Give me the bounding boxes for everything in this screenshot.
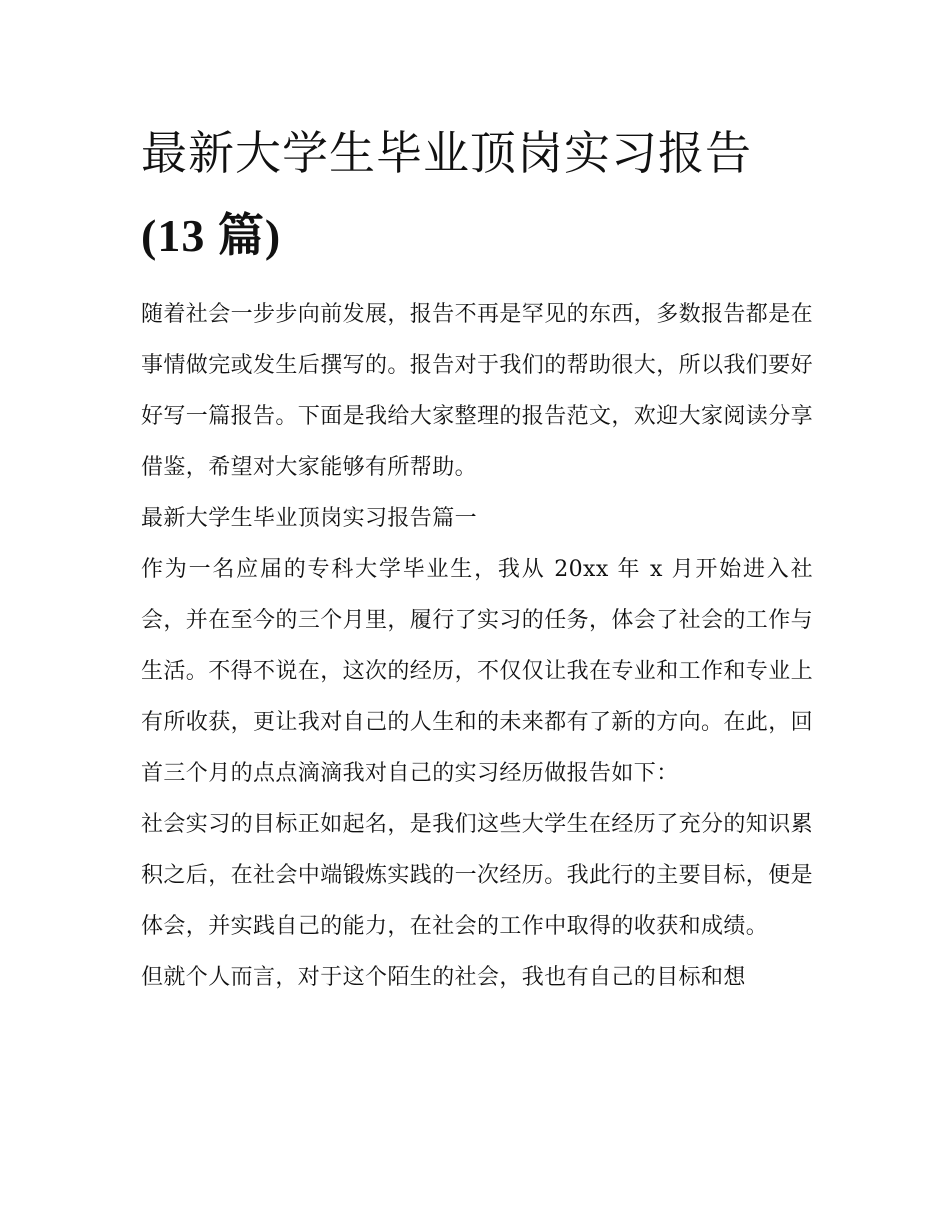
intro-paragraph: 随着社会一步步向前发展，报告不再是罕见的东西，多数报告都是在事情做完或发生后撰写的。报告对于我们的帮助很大，所以我们要好好写一篇报告。下面是我给大家整理的报告范文，欢迎大家阅读分享借鉴，希望对大家能够有所帮助。 <box>141 302 814 480</box>
body-paragraph: 但就个人而言，对于这个陌生的社会，我也有自己的目标和想 <box>141 965 746 990</box>
title-line-2: (13 篇) <box>141 210 282 261</box>
body-paragraph: 社会实习的目标正如起名，是我们这些大学生在经历了充分的知识累积之后，在社会中端锻炼实践的一次经历。我此行的主要目标，便是体会，并实践自己的能力，在社会的工作中取得的收获和成绩。 <box>141 812 814 939</box>
document-title <box>141 112 813 277</box>
document-page <box>141 112 813 1003</box>
title-line-1: 最新大学生毕业顶岗实习报告 <box>141 126 752 180</box>
body-paragraph: 作为一名应届的专科大学毕业生，我从 20xx 年 x 月开始进入社会，并在至今的三个月里，履行了实习的任务，体会了社会的工作与生活。不得不说在，这次的经历，不仅仅让我在专业和工作和专业上有所收获，更让我对自己的人生和的未来都有了新的方向。在此，回首三个月的点点滴滴我对自己的实习经历做报告如下： <box>141 557 814 786</box>
section-heading: 最新大学生毕业顶岗实习报告篇一 <box>141 506 478 531</box>
